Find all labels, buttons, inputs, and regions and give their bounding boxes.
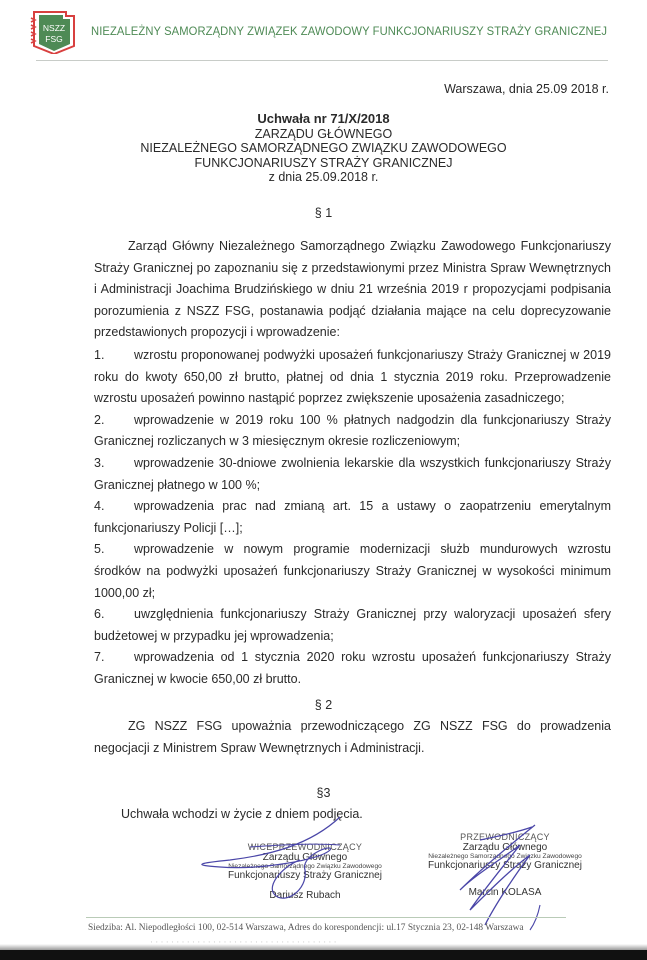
section-1-list — [94, 345, 611, 691]
logo-text-top: NSZZ — [42, 23, 66, 33]
list-item — [94, 345, 611, 410]
list-item-number: 5. — [94, 542, 105, 557]
signatory-officers: Funkcjonariuszy Straży Granicznej — [228, 870, 382, 881]
list-item — [94, 453, 611, 496]
signatory-officers: Funkcjonariuszy Straży Granicznej — [428, 860, 582, 871]
signature-block-vice-chairman — [210, 842, 400, 901]
title-date: z dnia 25.09.2018 r. — [268, 170, 379, 184]
logo-text-bottom: FSG — [45, 34, 63, 44]
footer-address: Siedziba: Al. Niepodległości 100, 02-514 Warszawa, Adres do korespondencji: ul.17 Stycznia 23, 02-148 Warszawa — [88, 923, 524, 933]
section-2-text: ZG NSZZ FSG upoważnia przewodniczącego ZG NSZZ FSG do prowadzenia negocjacji z Ministrem Spraw Wewnętrznych i Administracji. — [94, 719, 611, 755]
list-item-number: 3. — [94, 455, 105, 470]
title-line-3: NIEZALEŻNEGO SAMORZĄDNEGO ZWIĄZKU ZAWODOWEGO — [140, 141, 507, 155]
list-item-text: wprowadzenie w 2019 roku 100 % płatnych nadgodzin dla funkcjonariuszy Straży Granicznej rozliczanych w 3 miesięcznym okresie rozliczeniowym; — [94, 412, 611, 449]
list-item-number: 7. — [94, 650, 105, 665]
list-item-number: 6. — [94, 607, 105, 622]
list-item-number: 2. — [94, 412, 105, 427]
section-2-heading: § 2 — [314, 698, 333, 712]
list-item-number: 4. — [94, 499, 105, 514]
list-item — [94, 539, 611, 604]
list-item-text: wprowadzenie w nowym programie modernizacji służb mundurowych wzrostu środków na podwyżki uposażeń funkcjonariuszy Straży Granicznej w wysokości minimum 1000,00 zł; — [94, 542, 611, 600]
resolution-title — [0, 112, 647, 185]
footer-contact-cutoff: · · · · · · · · · · · · · · · · · · · · · · · · · · · · · · · · · · · · — [150, 937, 337, 943]
section-3-text: Uchwała wchodzi w życie z dniem podjęcia. — [121, 807, 363, 821]
list-item-text: wprowadzenia prac nad zmianą art. 15 a ustawy o zaopatrzeniu emerytalnym funkcjonariuszy Policji […]; — [94, 499, 611, 535]
section-3-heading: §3 — [316, 786, 331, 800]
list-item — [94, 410, 611, 453]
bottom-black-bar — [0, 950, 647, 960]
signatory-board: Zarządu Głównego — [462, 842, 548, 853]
signature-block-chairman — [420, 832, 590, 898]
title-line-4: FUNKCJONARIUSZY STRAŻY GRANICZNEJ — [194, 155, 453, 170]
signatory-name: Marcin KOLASA — [468, 887, 542, 898]
organization-name: NIEZALEŻNY SAMORZĄDNY ZWIĄZEK ZAWODOWY FUNKCJONARIUSZY STRAŻY GRANICZNEJ — [91, 24, 608, 38]
list-item-text: uwzględnienia funkcjonariuszy Straży Granicznej przy waloryzacji uposażeń sfery budżetowej w przypadku jej wprowadzenia; — [94, 607, 611, 643]
list-item-text: wprowadzenie 30-dniowe zwolnienia lekarskie dla wszystkich funkcjonariuszy Straży Granicznej płatnego w 100 %; — [94, 455, 611, 492]
list-item-text: wprowadzenia od 1 stycznia 2020 roku wzrostu uposażeń funkcjonariuszy Straży Granicznej w kwocie 650,00 zł brutto. — [94, 650, 611, 686]
signatory-union: Niezależnego Samorządnego Związku Zawodowego — [428, 853, 582, 860]
footer-divider — [86, 917, 566, 918]
list-item — [94, 496, 611, 539]
header-divider — [36, 60, 608, 61]
list-item-number: 1. — [94, 348, 105, 362]
signatory-board: Zarządu Głównego — [262, 852, 348, 863]
list-item-text: wzrostu proponowanej podwyżki uposażeń funkcjonariuszy Straży Granicznej w 2019 roku do kwoty 650,00 zł brutto, płatnej od dnia 1 stycznia 2019 roku. Przeprowadzenie wzrostu uposażeń powinno nastąpić poprzez zwiększenie uposażenia zasadniczego; — [94, 348, 611, 406]
resolution-number: Uchwała nr 71/X/2018 — [257, 111, 390, 126]
title-line-2: ZARZĄDU GŁÓWNEGO — [254, 126, 393, 141]
nszz-fsg-logo-icon — [30, 10, 76, 54]
section-1-intro: Zarząd Główny Niezależnego Samorządnego Związku Zawodowego Funkcjonariuszy Straży Granicznej po zapoznaniu się z przedstawionymi przez Ministra Spraw Wewnętrznych i Administracji Joachima Brudzińskiego w dniu 21 września 2019 r propozycjami podpisania porozumienia z NSZZ FSG, postanawia podjąć działania mające na celu doprecyzowanie przedstawionych propozycji i wprowadzenie: — [94, 239, 611, 340]
signatory-role: WICEPRZEWODNICZĄCY — [247, 842, 363, 852]
list-item — [94, 604, 611, 647]
signatory-union: Niezależnego Samorządnego Związku Zawodowego — [228, 863, 382, 870]
list-item — [94, 647, 611, 690]
signatory-name: Dariusz Rubach — [269, 890, 341, 901]
signatory-role: PRZEWODNICZĄCY — [460, 832, 550, 842]
place-and-date: Warszawa, dnia 25.09 2018 r. — [444, 82, 609, 96]
section-1-heading: § 1 — [314, 206, 333, 220]
